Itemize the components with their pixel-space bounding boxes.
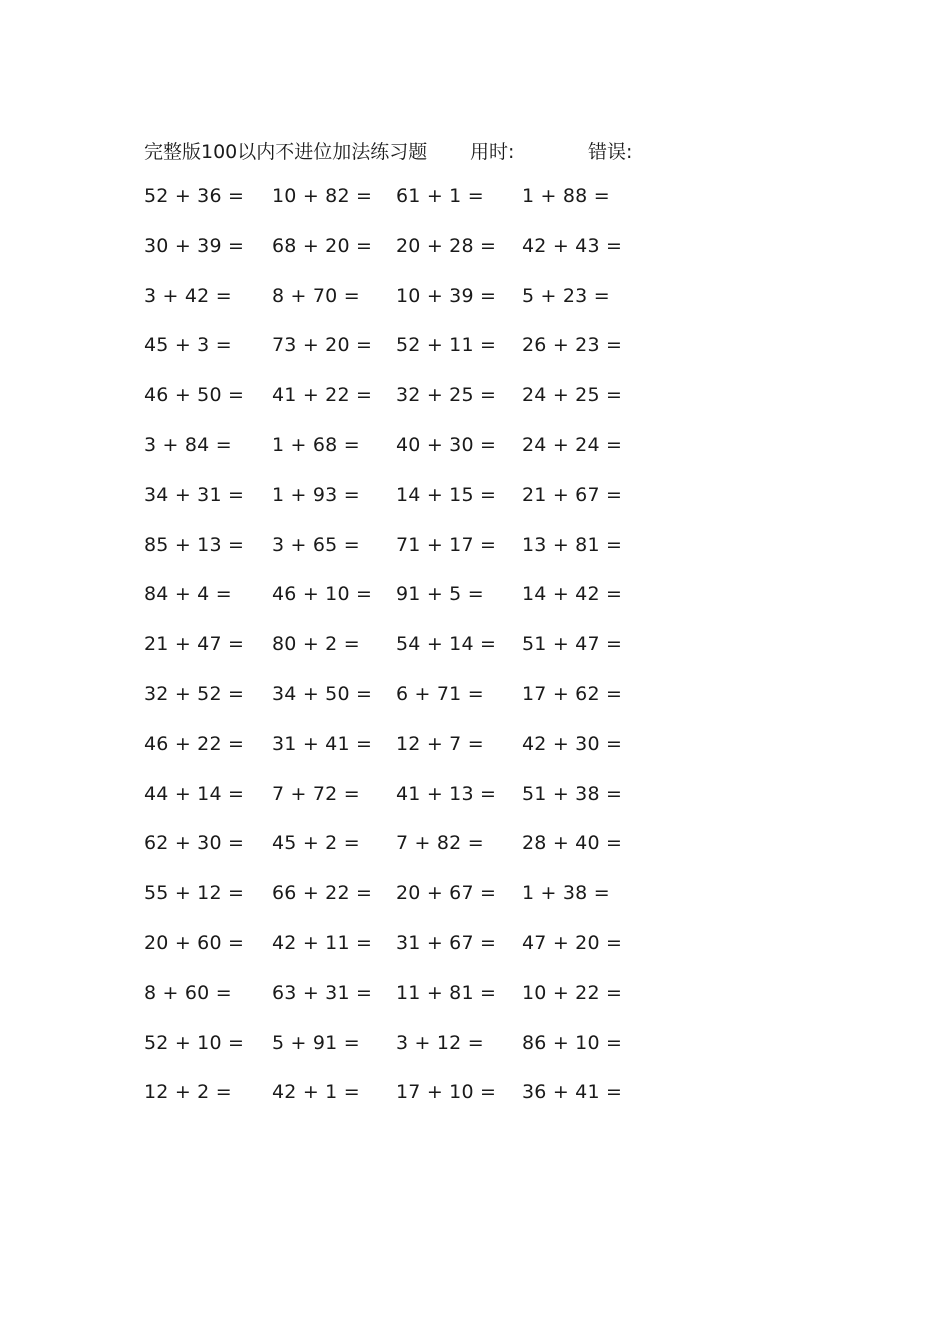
addition-problem: 20 + 60 = xyxy=(144,931,245,954)
problem-row xyxy=(0,733,950,783)
addition-problem: 52 + 10 = xyxy=(144,1031,245,1054)
addition-problem: 21 + 47 = xyxy=(144,633,245,656)
addition-problem: 32 + 25 = xyxy=(396,384,497,407)
addition-problem: 45 + 2 = xyxy=(272,832,360,855)
worksheet-title: 完整版100以内不进位加法练习题 xyxy=(144,141,428,163)
addition-problem: 17 + 10 = xyxy=(396,1081,497,1104)
addition-problem: 46 + 22 = xyxy=(144,732,245,755)
addition-problem: 42 + 30 = xyxy=(522,732,623,755)
problem-row xyxy=(0,534,950,584)
addition-problem: 12 + 7 = xyxy=(396,732,484,755)
addition-problem: 1 + 93 = xyxy=(272,483,360,506)
addition-problem: 46 + 50 = xyxy=(144,384,245,407)
addition-problem: 71 + 17 = xyxy=(396,533,497,556)
addition-problem: 1 + 68 = xyxy=(272,433,360,456)
addition-problem: 85 + 13 = xyxy=(144,533,245,556)
addition-problem: 11 + 81 = xyxy=(396,981,497,1004)
addition-problem: 42 + 43 = xyxy=(522,234,623,257)
problem-row xyxy=(0,1081,950,1131)
problem-row xyxy=(0,484,950,534)
addition-problem: 7 + 82 = xyxy=(396,832,484,855)
addition-problem: 61 + 1 = xyxy=(396,185,484,207)
addition-problem: 47 + 20 = xyxy=(522,931,623,954)
problem-row xyxy=(0,434,950,484)
addition-problem: 42 + 11 = xyxy=(272,931,373,954)
addition-problem: 30 + 39 = xyxy=(144,234,245,257)
problem-row xyxy=(0,982,950,1032)
addition-problem: 20 + 67 = xyxy=(396,882,497,905)
problem-row xyxy=(0,783,950,833)
addition-problem: 28 + 40 = xyxy=(522,832,623,855)
addition-problem: 31 + 67 = xyxy=(396,931,497,954)
addition-problem: 44 + 14 = xyxy=(144,782,245,805)
addition-problem: 24 + 25 = xyxy=(522,384,623,407)
addition-problem: 10 + 39 = xyxy=(396,284,497,307)
addition-problem: 32 + 52 = xyxy=(144,682,245,705)
problem-row xyxy=(0,384,950,434)
addition-problem: 80 + 2 = xyxy=(272,633,360,656)
problem-row xyxy=(0,285,950,335)
addition-problem: 91 + 5 = xyxy=(396,583,484,606)
addition-problem: 8 + 60 = xyxy=(144,981,232,1004)
addition-problem: 10 + 82 = xyxy=(272,185,373,207)
addition-problem: 8 + 70 = xyxy=(272,284,360,307)
addition-problem: 86 + 10 = xyxy=(522,1031,623,1054)
addition-problem: 40 + 30 = xyxy=(396,433,497,456)
addition-problem: 3 + 12 = xyxy=(396,1031,484,1054)
problem-row xyxy=(0,882,950,932)
addition-problem: 14 + 42 = xyxy=(522,583,623,606)
addition-problem: 3 + 84 = xyxy=(144,433,232,456)
problem-row xyxy=(0,932,950,982)
addition-problem: 73 + 20 = xyxy=(272,334,373,357)
addition-problem: 84 + 4 = xyxy=(144,583,232,606)
addition-problem: 3 + 65 = xyxy=(272,533,360,556)
addition-problem: 45 + 3 = xyxy=(144,334,232,357)
addition-problem: 52 + 36 = xyxy=(144,185,245,207)
problem-row xyxy=(0,334,950,384)
problem-row xyxy=(0,583,950,633)
time-label: 用时: xyxy=(470,141,515,163)
addition-problem: 5 + 23 = xyxy=(522,284,610,307)
addition-problem: 41 + 13 = xyxy=(396,782,497,805)
addition-problem: 14 + 15 = xyxy=(396,483,497,506)
addition-problem: 3 + 42 = xyxy=(144,284,232,307)
addition-problem: 20 + 28 = xyxy=(396,234,497,257)
addition-problem: 6 + 71 = xyxy=(396,682,484,705)
errors-label: 错误: xyxy=(588,141,633,163)
addition-problem: 63 + 31 = xyxy=(272,981,373,1004)
addition-problem: 34 + 50 = xyxy=(272,682,373,705)
addition-problem: 13 + 81 = xyxy=(522,533,623,556)
addition-problem: 51 + 47 = xyxy=(522,633,623,656)
worksheet-header xyxy=(0,137,950,163)
addition-problem: 42 + 1 = xyxy=(272,1081,360,1104)
addition-problem: 62 + 30 = xyxy=(144,832,245,855)
addition-problem: 52 + 11 = xyxy=(396,334,497,357)
addition-problem: 41 + 22 = xyxy=(272,384,373,407)
problem-row xyxy=(0,633,950,683)
addition-problem: 10 + 22 = xyxy=(522,981,623,1004)
addition-problem: 66 + 22 = xyxy=(272,882,373,905)
addition-problem: 21 + 67 = xyxy=(522,483,623,506)
problem-row xyxy=(0,185,950,235)
addition-problem: 68 + 20 = xyxy=(272,234,373,257)
addition-problem: 5 + 91 = xyxy=(272,1031,360,1054)
addition-problem: 12 + 2 = xyxy=(144,1081,232,1104)
addition-problem: 26 + 23 = xyxy=(522,334,623,357)
problem-row xyxy=(0,832,950,882)
problem-row xyxy=(0,1032,950,1082)
addition-problem: 1 + 88 = xyxy=(522,185,610,207)
problem-row xyxy=(0,683,950,733)
addition-problem: 51 + 38 = xyxy=(522,782,623,805)
addition-problem: 34 + 31 = xyxy=(144,483,245,506)
addition-problem: 36 + 41 = xyxy=(522,1081,623,1104)
addition-problem: 7 + 72 = xyxy=(272,782,360,805)
addition-problem: 17 + 62 = xyxy=(522,682,623,705)
problem-grid xyxy=(0,185,950,1131)
addition-problem: 55 + 12 = xyxy=(144,882,245,905)
addition-problem: 24 + 24 = xyxy=(522,433,623,456)
addition-problem: 54 + 14 = xyxy=(396,633,497,656)
addition-problem: 46 + 10 = xyxy=(272,583,373,606)
addition-problem: 1 + 38 = xyxy=(522,882,610,905)
addition-problem: 31 + 41 = xyxy=(272,732,373,755)
problem-row xyxy=(0,235,950,285)
